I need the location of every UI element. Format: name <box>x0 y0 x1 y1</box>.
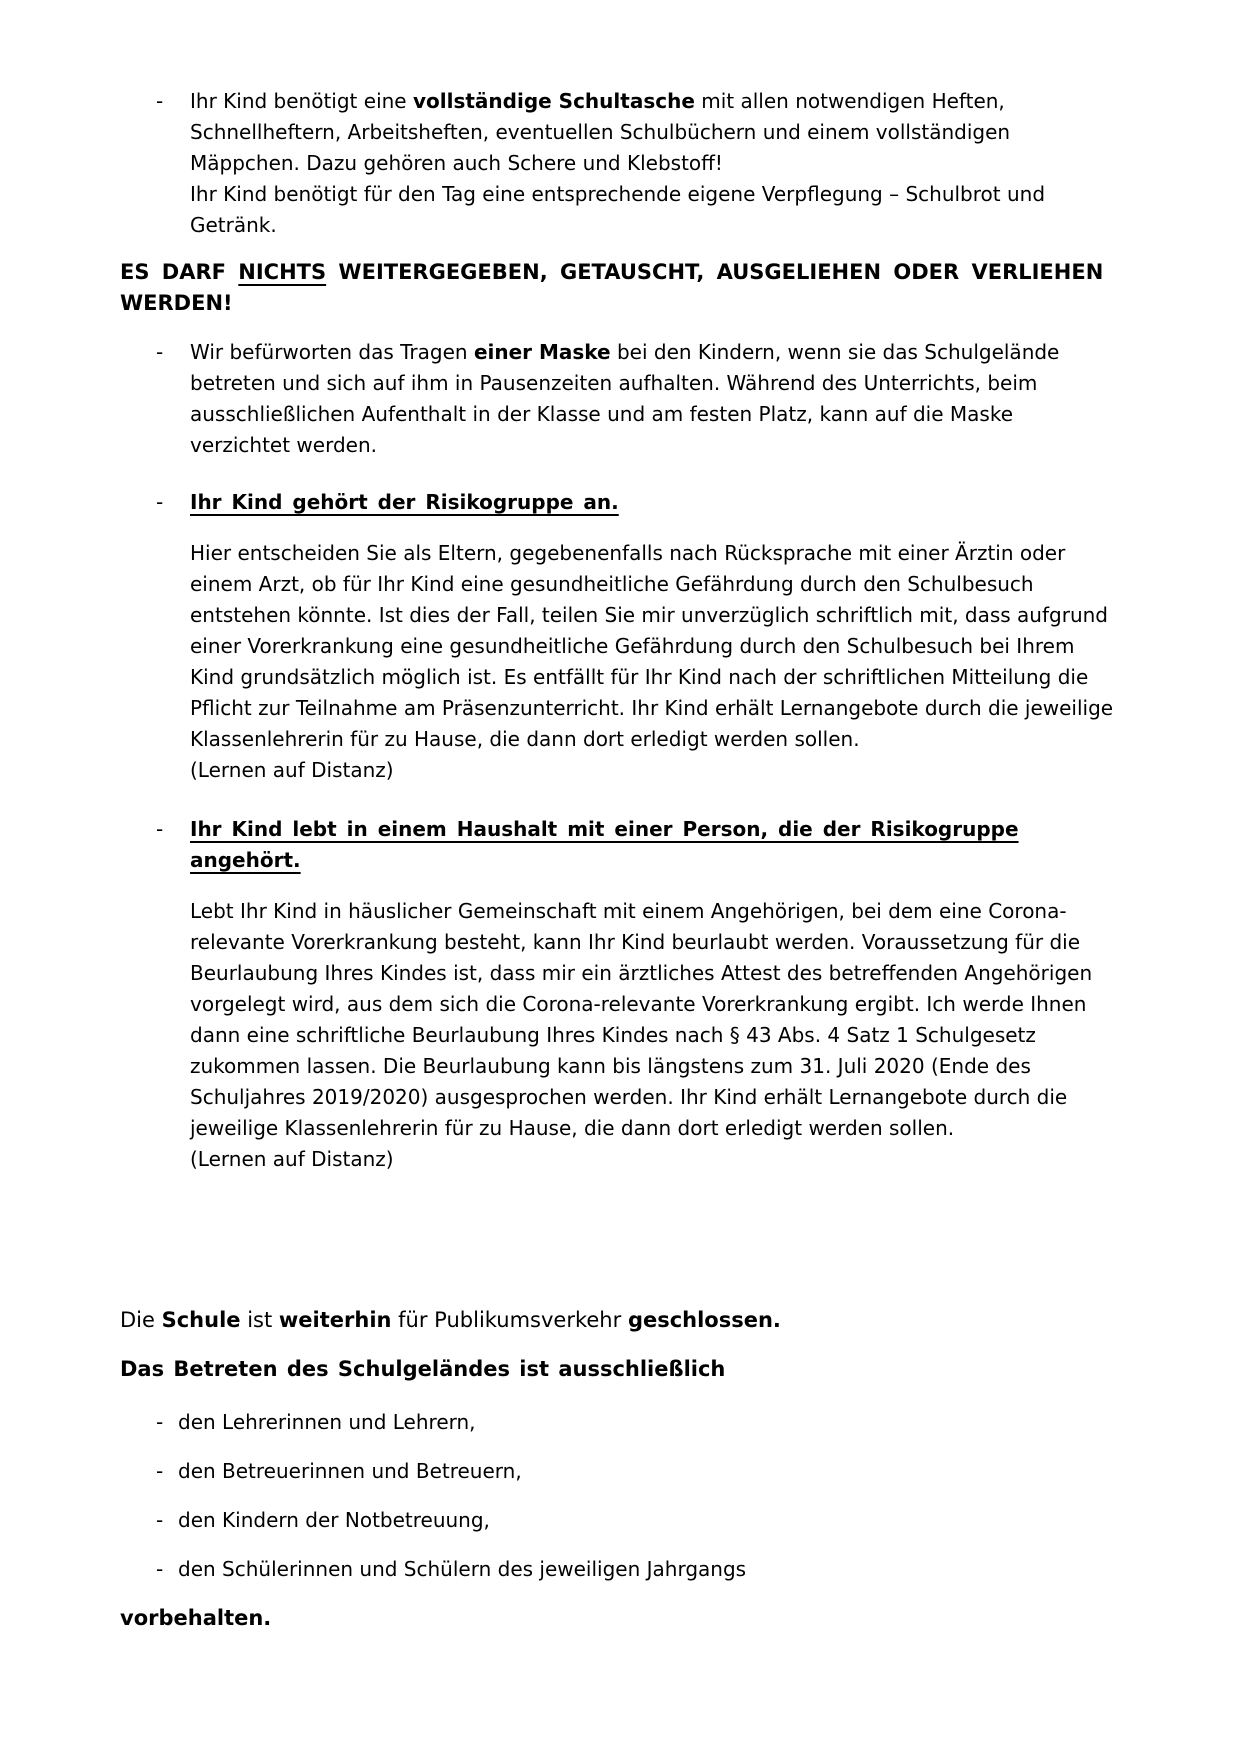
list-item-notbetreuung <box>156 1505 1117 1536</box>
list-item-schueler <box>156 1554 1117 1585</box>
betreten-heading: Das Betreten des Schulgeländes ist ausschließlich <box>120 1357 726 1381</box>
list-item-betreuer <box>156 1456 1117 1487</box>
vorbehalten-line: vorbehalten. <box>120 1606 272 1630</box>
bullet-dash: - <box>156 1410 164 1434</box>
list-item-text: den Betreuerinnen und Betreuern, <box>178 1459 522 1483</box>
blank-space <box>120 1175 1117 1305</box>
mask-text-pre: Wir befürworten das Tragen <box>190 340 474 364</box>
supplies-paragraph-2: Ihr Kind benötigt für den Tag eine entsprechende eigene Verpflegung – Schulbrot und Getränk. <box>190 182 1046 237</box>
closed-b3: weiterhin <box>278 1308 392 1332</box>
mask-text-post: bei den Kindern, wenn sie das Schulgelände betreten und sich auf ihm in Pausenzeiten aufhalten. Während des Unterrichts, beim ausschließlichen Aufenthalt in der Klasse und am festen Platz, kann auf die Maske verzichtet werden. <box>190 340 1060 457</box>
risk-group-heading: Ihr Kind gehört der Risikogruppe an. <box>190 490 619 514</box>
risk-group-paragraph: Hier entscheiden Sie als Eltern, gegebenenfalls nach Rücksprache mit einer Ärztin oder einem Arzt, ob für Ihr Kind eine gesundheitliche Gefährdung durch den Schulbesuch entstehen könnte. Ist dies der Fall, teilen Sie mir unverzüglich schriftlich mit, dass aufgrund einer Vorerkrankung eine gesundheitliche Gefährdung durch den Schulbesuch bei Ihrem Kind grundsätzlich möglich ist. Es entfällt für Ihr Kind nach der schriftlichen Mitteilung die Pflicht zur Teilnahme am Präsenzunterricht. Ihr Kind erhält Lernangebote durch die jeweilige Klassenlehrerin für zu Hause, die dann dort erledigt werden sollen. <box>190 541 1114 751</box>
closed-s0: Die <box>120 1308 162 1332</box>
household-note: (Lernen auf Distanz) <box>190 1147 394 1171</box>
bullet-schultasche-text <box>190 86 1117 241</box>
bullet-dash: - <box>156 89 164 113</box>
bullet-dash: - <box>156 340 164 364</box>
list-item-text: den Schülerinnen und Schülern des jeweiligen Jahrgangs <box>178 1557 747 1581</box>
list-item-text: den Lehrerinnen und Lehrern, <box>178 1410 476 1434</box>
risk-group-heading-wrap <box>190 487 1117 518</box>
household-paragraph: Lebt Ihr Kind in häuslicher Gemeinschaft mit einem Angehörigen, bei dem eine Corona-relevante Vorerkrankung besteht, kann Ihr Kind beurlaubt werden. Voraussetzung für die Beurlaubung Ihres Kindes ist, dass mir ein ärztliches Attest des betreffenden Angehörigen vorgelegt wird, aus dem sich die Corona-relevante Vorerkrankung ergibt. Ich werde Ihnen dann eine schriftliche Beurlaubung Ihres Kindes nach § 43 Abs. 4 Satz 1 Schulgesetz zukommen lassen. Die Beurlaubung kann bis längstens zum 31. Juli 2020 (Ende des Schuljahres 2019/2020) ausgesprochen werden. Ihr Kind erhält Lernangebote durch die jeweilige Klassenlehrerin für zu Hause, die dann dort erledigt werden sollen. <box>190 899 1093 1140</box>
bullet-dash: - <box>156 490 164 514</box>
bullet-dash: - <box>156 1459 164 1483</box>
household-heading: Ihr Kind lebt in einem Haushalt mit einer Person, die der Risikogruppe angehört. <box>190 817 1019 872</box>
closed-s2: ist <box>240 1308 279 1332</box>
risk-group-note: (Lernen auf Distanz) <box>190 758 394 782</box>
list-item-text: den Kindern der Notbetreuung, <box>178 1508 490 1532</box>
bullet-item-haushalt <box>156 814 1117 876</box>
supplies-text-post: mit allen notwendigen Heften, Schnellheftern, Arbeitsheften, eventuellen Schulbüchern und einem vollständigen Mäppchen. Dazu gehören auch Schere und Klebstoff! <box>190 89 1011 175</box>
bullet-dash: - <box>156 1557 164 1581</box>
supplies-text-pre: Ihr Kind benötigt eine <box>190 89 413 113</box>
mask-paragraph <box>190 337 1117 461</box>
bullet-item-maske <box>156 337 1117 461</box>
household-heading-wrap <box>190 814 1117 876</box>
bullet-item-schultasche <box>156 86 1117 241</box>
caps-heading-post: WEITERGEGEBEN, GETAUSCHT, AUSGELIEHEN ODER VERLIEHEN WERDEN! <box>120 260 1104 315</box>
closed-b1: Schule <box>161 1308 241 1332</box>
supplies-paragraph <box>190 86 1117 179</box>
caps-heading-underlined: NICHTS <box>238 260 327 284</box>
bullet-item-risikogruppe <box>156 487 1117 518</box>
list-item-lehrer <box>156 1407 1117 1438</box>
caps-warning-heading <box>120 257 1117 319</box>
bullet-maske-text <box>190 337 1117 461</box>
bullet-dash: - <box>156 1508 164 1532</box>
supplies-text-bold: vollständige Schultasche <box>412 89 695 113</box>
bullet-dash: - <box>156 817 164 841</box>
closed-b5: geschlossen. <box>627 1308 781 1332</box>
mask-text-bold: einer Maske <box>473 340 611 364</box>
caps-heading-pre: ES DARF <box>120 260 239 284</box>
closed-s4: für Publikumsverkehr <box>391 1308 628 1332</box>
school-closed-line <box>120 1305 1117 1336</box>
